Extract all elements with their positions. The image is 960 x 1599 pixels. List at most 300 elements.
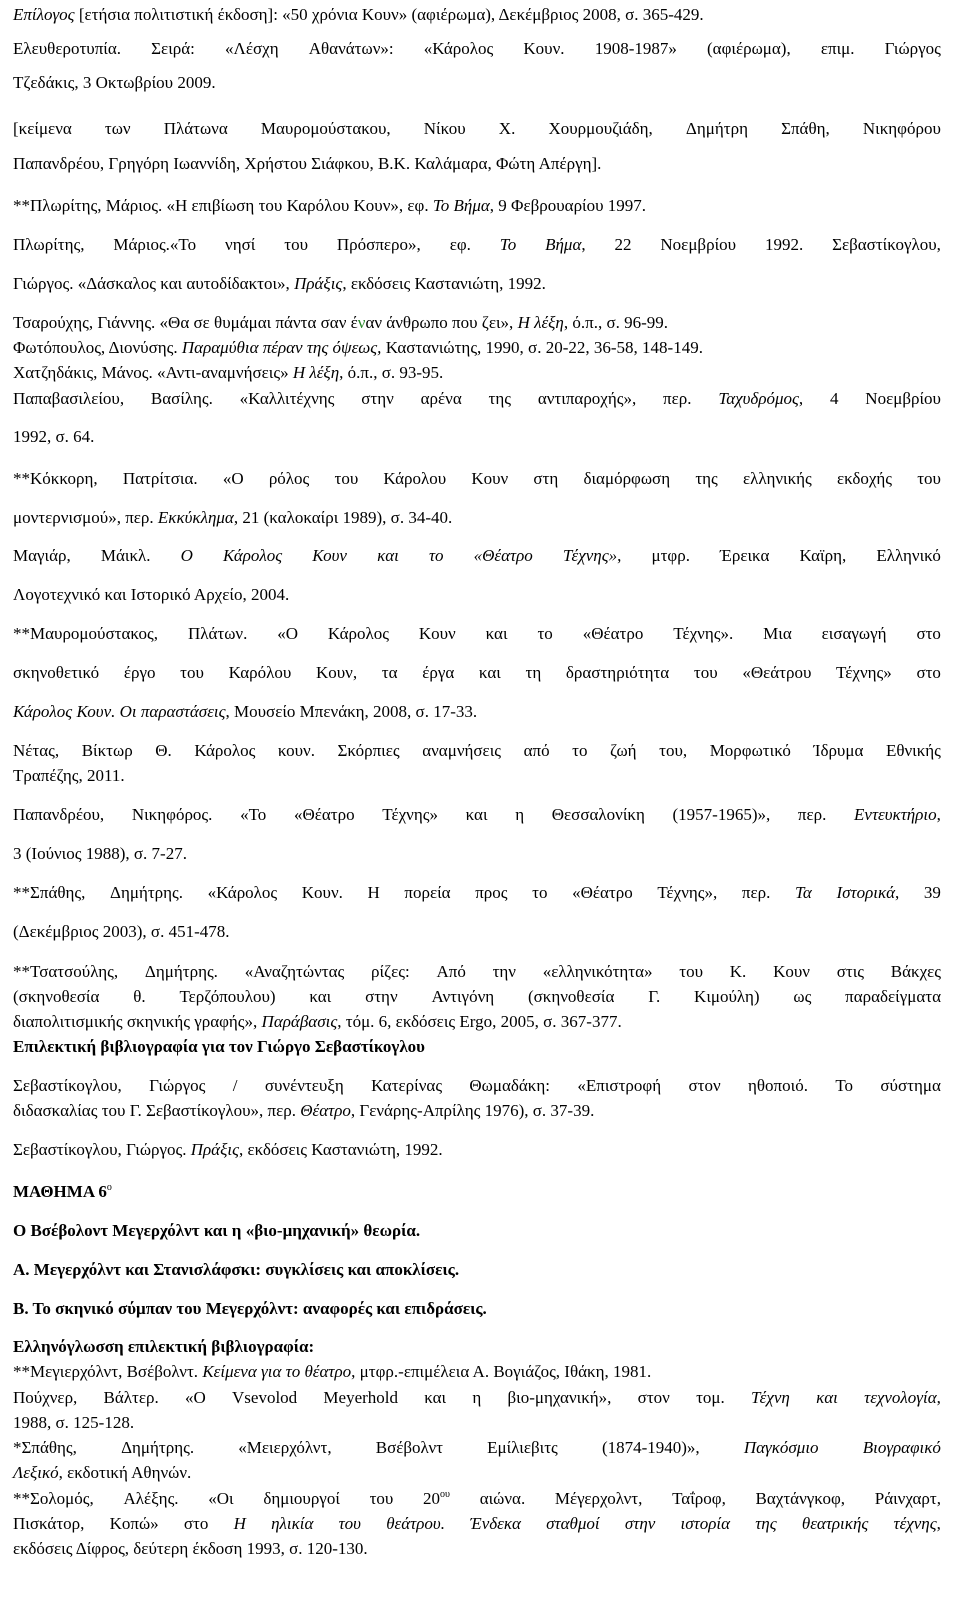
word — [854, 805, 941, 825]
word — [82, 741, 133, 761]
word — [710, 741, 791, 761]
text-run: **Τσατσούλης, — [13, 962, 119, 981]
word — [312, 546, 347, 566]
word — [338, 741, 400, 761]
text-run: , εκδόσεις Καστανιώτη, 1992. — [239, 1140, 443, 1159]
word — [265, 1076, 344, 1096]
word — [269, 469, 309, 489]
text-run: Επιλεκτική βιβλιογραφία για τον Γιώργο Σεβαστίκογλου — [13, 1037, 426, 1056]
word — [422, 741, 501, 761]
word — [421, 389, 462, 409]
word — [837, 469, 892, 489]
text-run: Δημήτρης. — [110, 883, 184, 902]
word — [686, 119, 748, 139]
text-run: **Κόκκορη, — [13, 469, 98, 488]
word — [376, 1438, 443, 1458]
text-run: Πλάτων. — [187, 624, 248, 643]
text-run: και — [485, 624, 508, 643]
text-run: Κουν — [471, 469, 509, 488]
word — [718, 389, 803, 409]
text-run: «Θέατρο — [293, 805, 355, 824]
text-run: Το — [499, 235, 517, 254]
text-run: [ετήσια πολιτιστική έκδοση]: «50 χρόνια Κουν» (αφιέρωμα), Δεκέμβριος 2008, σ. 365-429. — [74, 5, 704, 24]
text-line — [13, 766, 941, 786]
word — [648, 987, 660, 1007]
text-run: , μτφρ.-επιμέλεια Α. Βογιάζος, Ιθάκη, 1981. — [351, 1362, 652, 1381]
text-run: του — [334, 469, 359, 488]
text-line — [13, 235, 941, 255]
text-run: στις — [836, 962, 865, 981]
text-run: Έρεικα — [720, 546, 770, 565]
text-run: Νίκου — [423, 119, 466, 138]
word — [334, 469, 358, 489]
word — [223, 469, 244, 489]
word — [480, 1489, 526, 1509]
word — [424, 119, 466, 139]
word — [469, 1076, 550, 1096]
word — [223, 546, 282, 566]
text-run: Χ. — [498, 119, 516, 138]
text-run: Κιμούλη) — [694, 987, 760, 1006]
word — [552, 805, 645, 825]
text-run: Τέχνης» — [562, 546, 618, 565]
text-run: αν άνθρωπο που ζει», — [365, 313, 518, 332]
text-line — [13, 363, 941, 383]
word — [470, 1514, 521, 1534]
word — [263, 1489, 340, 1509]
text-line — [13, 1438, 941, 1458]
word — [101, 546, 151, 566]
word — [799, 546, 846, 566]
text-run: Λεξικό — [13, 1463, 59, 1482]
word — [742, 883, 770, 903]
text-run: Δημήτρη — [685, 119, 748, 138]
text-run: Αθανάτων»: — [308, 39, 394, 58]
text-run: στην — [624, 1514, 656, 1533]
word — [528, 987, 614, 1007]
text-run: τα — [381, 663, 398, 682]
word — [13, 1076, 122, 1096]
word — [404, 883, 450, 903]
word — [472, 1388, 481, 1408]
word — [278, 741, 315, 761]
text-run: έργα — [422, 663, 455, 682]
text-run: Κουν. — [523, 39, 565, 58]
text-run: 1992, σ. 64. — [13, 427, 95, 446]
word — [123, 469, 198, 489]
text-run: Ο — [180, 546, 193, 565]
text-run: Φωτόπουλος, Διονύσης. — [13, 338, 182, 357]
word — [151, 39, 195, 59]
superscript: ο — [106, 1182, 112, 1193]
word — [475, 883, 507, 903]
word — [474, 546, 533, 566]
word — [651, 546, 690, 566]
word — [572, 883, 633, 903]
word — [339, 1514, 361, 1534]
text-run: , 21 (καλοκαίρι 1989), σ. 34-40. — [233, 508, 453, 527]
word — [123, 1489, 178, 1509]
text-run: ρίζες: — [371, 962, 410, 981]
text-run: Η λέξη — [292, 363, 340, 382]
text-run: διαπολιτισμικής σκηνικής γραφής», — [13, 1012, 262, 1031]
text-run: περ. — [797, 805, 827, 824]
word — [672, 1489, 726, 1509]
word — [13, 1489, 94, 1509]
text-run: Παγκόσμιο — [743, 1438, 819, 1457]
text-run: Πλωρίτης, — [13, 235, 85, 254]
word — [566, 663, 669, 683]
text-run: Βιογραφικό — [862, 1438, 941, 1457]
word — [813, 741, 863, 761]
word — [563, 546, 621, 566]
text-run: Εκκύκλημα — [157, 508, 234, 527]
word — [835, 1076, 853, 1096]
text-run: 4 — [829, 389, 839, 408]
text-run: , εκδόσεις Καστανιώτη, 1992. — [342, 274, 546, 293]
text-run: Παπανδρέου, Γρηγόρη Ιωαννίδη, Χρήστου Σιάφκου, Β.Κ. Καλάμαρα, Φώτη Απέργη]. — [13, 154, 602, 173]
word — [625, 1514, 655, 1534]
text-run: Τα — [794, 883, 812, 902]
text-run: Χατζηδάκις, Μάνος. «Αντι-αναμνήσεις» — [13, 363, 293, 382]
text-run: Σκόρπιες — [337, 741, 400, 760]
word — [720, 546, 769, 566]
text-run: Θ. — [155, 741, 172, 760]
text-run: Καϊρη, — [799, 546, 847, 565]
word — [832, 235, 941, 255]
word — [487, 1438, 558, 1458]
text-run: αντιπαροχής», — [537, 389, 637, 408]
text-run: Επίλογος — [13, 5, 75, 24]
word — [240, 389, 335, 409]
word — [13, 987, 99, 1007]
word — [121, 1438, 194, 1458]
text-run: Μέγερχολντ, — [554, 1489, 643, 1508]
word — [543, 962, 653, 982]
text-run: *Σπάθης, — [13, 1438, 77, 1457]
text-run: Θέατρο — [300, 1101, 351, 1120]
word — [695, 469, 717, 489]
text-run: Γ. — [648, 987, 661, 1006]
text-line — [13, 1182, 941, 1202]
text-line — [13, 313, 941, 333]
word — [546, 1514, 600, 1534]
word — [545, 235, 586, 255]
text-run: Ελληνόγλωσση επιλεκτική βιβλιογραφία: — [13, 1337, 315, 1356]
text-run: και — [309, 987, 332, 1006]
text-run: μοντερνισμού», περ. — [13, 508, 158, 527]
word — [610, 741, 637, 761]
text-run: ως — [793, 987, 812, 1006]
text-run: του — [338, 1514, 361, 1533]
word — [773, 962, 810, 982]
word — [537, 624, 552, 644]
text-run: Ίδρυμα — [813, 741, 864, 760]
text-run: Μάριος.«Το — [113, 235, 197, 254]
text-run: «Ο — [222, 469, 244, 488]
text-line — [13, 1012, 941, 1032]
word — [436, 962, 465, 982]
word — [681, 1514, 731, 1534]
text-line — [13, 741, 941, 761]
text-run: Κοπώ» — [109, 1514, 159, 1533]
word — [13, 389, 124, 409]
text-run: 22 — [614, 235, 632, 254]
word — [316, 663, 357, 683]
text-run: θεατρικής — [801, 1514, 869, 1533]
word — [707, 39, 791, 59]
text-line — [13, 546, 941, 566]
text-run: τέχνης — [893, 1514, 937, 1533]
word — [845, 987, 941, 1007]
text-run: , — [617, 546, 622, 565]
word — [188, 624, 247, 644]
text-run: **Σολομός, — [13, 1489, 94, 1508]
text-run: Τραπέζης, 2011. — [13, 766, 125, 785]
text-run: Τέχνης» — [836, 663, 892, 682]
text-run: αναμνήσεις — [422, 741, 502, 760]
text-run: Κουν — [773, 962, 810, 981]
word — [429, 546, 444, 566]
text-run: έργο — [123, 663, 156, 682]
text-run: παραδείγματα — [845, 987, 941, 1006]
word — [184, 1514, 209, 1534]
text-run: Το — [835, 1076, 854, 1095]
word — [836, 883, 899, 903]
word — [532, 883, 547, 903]
word — [277, 624, 298, 644]
text-run: «Καλλιτέχνης — [239, 389, 335, 408]
text-run: Νοεμβρίου — [660, 235, 737, 254]
text-run: στο — [916, 663, 941, 682]
text-run: Βάλτερ. — [103, 1388, 159, 1407]
word — [916, 624, 941, 644]
text-run: ζωή — [610, 741, 637, 760]
word — [572, 741, 587, 761]
text-run: Ένδεκα — [470, 1514, 521, 1533]
text-run: του — [679, 962, 704, 981]
text-line — [13, 844, 941, 864]
text-line — [13, 154, 941, 174]
text-run: Κείμενα για το θέατρο — [202, 1362, 352, 1381]
text-run: Παράβασις — [261, 1012, 338, 1031]
text-run: Τσαρούχης, Γιάννης. «Θα σε θυμάμαι πάντα σαν έ — [13, 313, 358, 332]
word — [659, 741, 687, 761]
text-run: Πισκάτορ, — [13, 1514, 85, 1533]
word — [302, 883, 343, 903]
text-line — [13, 338, 941, 358]
text-run: , — [936, 1388, 941, 1407]
text-run: της — [695, 469, 718, 488]
text-run: Ράινχαρτ, — [874, 1489, 941, 1508]
text-run: 39 — [923, 883, 941, 902]
word — [508, 1388, 612, 1408]
text-run: Κ. — [729, 962, 747, 981]
word — [755, 1514, 776, 1534]
word — [365, 987, 398, 1007]
word — [893, 1514, 940, 1534]
word — [229, 663, 292, 683]
text-run: / — [232, 1076, 238, 1095]
word — [164, 119, 228, 139]
text-line — [13, 73, 941, 93]
word — [13, 741, 59, 761]
text-run: Το Βήμα — [432, 196, 490, 215]
text-run: «Μειερχόλντ, — [238, 1438, 332, 1457]
text-line — [13, 585, 941, 605]
text-line — [13, 1514, 941, 1534]
text-run: Αντιγόνη — [431, 987, 495, 1006]
text-run: «Επιστροφή — [577, 1076, 662, 1095]
text-run: Ταχυδρόμος — [718, 389, 799, 408]
text-run: Παπαβασιλείου, — [13, 389, 125, 408]
text-run: στην — [365, 987, 398, 1006]
text-run: (Δεκέμβριος 2003), σ. 451-478. — [13, 922, 230, 941]
word — [917, 469, 941, 489]
text-line — [13, 702, 941, 722]
text-line — [13, 274, 941, 294]
text-run: **Μαυρομούστακος, — [13, 624, 159, 643]
word — [875, 1489, 941, 1509]
text-line — [13, 1037, 941, 1057]
text-run: Βαχτάνγκοφ, — [755, 1489, 846, 1508]
text-run: Κάρολος — [194, 741, 256, 760]
text-run: σύστημα — [880, 1076, 941, 1095]
text-run: Κουν — [418, 624, 456, 643]
text-run: εκδοχής — [836, 469, 892, 488]
word — [489, 389, 511, 409]
text-run: Κουν, — [315, 663, 358, 682]
word — [13, 235, 84, 255]
word — [886, 741, 941, 761]
word — [361, 389, 394, 409]
word — [751, 1388, 790, 1408]
word — [524, 741, 550, 761]
text-run: (αφιέρωμα), — [707, 39, 791, 58]
word — [377, 546, 399, 566]
text-run: Κουν — [312, 546, 347, 565]
text-run: Δημήτρης. — [121, 1438, 195, 1457]
text-run: και — [478, 663, 501, 682]
text-run: Γιώργος — [149, 1076, 206, 1095]
text-run: Μάικλ. — [100, 546, 151, 565]
word — [830, 389, 839, 409]
text-line — [13, 1140, 941, 1160]
word — [876, 546, 941, 566]
text-run: Κάρολος Κουν. Οι παραστάσεις — [13, 702, 226, 721]
text-run: Κατερίνας — [371, 1076, 443, 1095]
word — [323, 1388, 398, 1408]
text-line — [13, 5, 941, 25]
word — [181, 546, 193, 566]
word — [816, 1388, 838, 1408]
text-run: του — [284, 235, 309, 254]
word — [837, 962, 864, 982]
word — [781, 119, 830, 139]
word — [663, 389, 691, 409]
text-run: 20 — [423, 1489, 441, 1508]
text-run: Μαυρομούστακου, — [260, 119, 391, 138]
text-run: (σκηνοθεσία — [527, 987, 615, 1006]
superscript: ου — [440, 1489, 450, 1500]
word — [863, 1438, 941, 1458]
text-run: τομ. — [696, 1388, 725, 1407]
word — [240, 805, 266, 825]
word — [602, 1438, 700, 1458]
text-run: θεάτρου. — [386, 1514, 445, 1533]
text-run: Τέχνης». — [673, 624, 734, 643]
text-run: Η — [233, 1514, 246, 1533]
text-run: Κουν. — [301, 883, 343, 902]
text-line — [13, 805, 941, 825]
word — [424, 39, 494, 59]
text-line — [13, 883, 941, 903]
text-run: Σεβαστίκογλου, — [832, 235, 941, 254]
word — [798, 805, 826, 825]
text-run: Meyerhold — [323, 1388, 398, 1407]
word — [234, 1514, 246, 1534]
text-run: αιώνα. — [479, 1489, 526, 1508]
text-run: Καρόλου — [228, 663, 292, 682]
word — [795, 883, 812, 903]
word — [793, 987, 811, 1007]
text-run: την — [492, 962, 516, 981]
word — [155, 741, 172, 761]
text-run: θ. — [133, 987, 146, 1006]
text-run: εισαγωγή — [821, 624, 887, 643]
word — [431, 987, 494, 1007]
text-run: το — [537, 624, 553, 643]
text-line — [13, 962, 941, 982]
word — [383, 469, 446, 489]
text-run: «Θέατρο — [473, 546, 533, 565]
text-run: **Μεγιερχόλντ, Βσέβολντ. — [13, 1362, 203, 1381]
text-run: και — [465, 805, 488, 824]
word — [756, 1489, 845, 1509]
text-run: Πλάτωνα — [163, 119, 228, 138]
text-line — [13, 1413, 941, 1433]
text-run: [κείμενα — [13, 119, 72, 138]
word — [479, 663, 501, 683]
text-run: Γιώργος. «Δάσκαλος και αυτοδίδακτοι», — [13, 274, 295, 293]
text-line — [13, 1362, 941, 1382]
word — [694, 987, 760, 1007]
text-run: η — [515, 805, 525, 824]
text-run: «Λέσχη — [225, 39, 279, 58]
word — [450, 235, 471, 255]
text-run: , — [798, 389, 804, 408]
text-run: από — [523, 741, 550, 760]
word — [309, 39, 394, 59]
text-run: Από — [436, 962, 466, 981]
text-run: Τέχνης», — [657, 883, 718, 902]
text-line — [13, 1388, 941, 1408]
text-run: «Θέατρο — [582, 624, 644, 643]
text-line — [13, 1299, 941, 1319]
text-line — [13, 196, 941, 216]
text-run: , ό.π., σ. 93-95. — [339, 363, 444, 382]
text-line — [13, 922, 941, 942]
text-run: Θωμαδάκη: — [469, 1076, 550, 1095]
word — [500, 235, 516, 255]
text-run: «Αναζητώντας — [244, 962, 345, 981]
word — [486, 624, 508, 644]
text-run: Κάρολος — [222, 546, 283, 565]
text-run: Σεβαστίκογλου, — [13, 1076, 122, 1095]
text-line — [13, 119, 941, 139]
text-run: Καστανιώτης, 1990, σ. 20-22, 36-58, 148-149. — [381, 338, 703, 357]
text-run: Τέχνη — [751, 1388, 790, 1407]
